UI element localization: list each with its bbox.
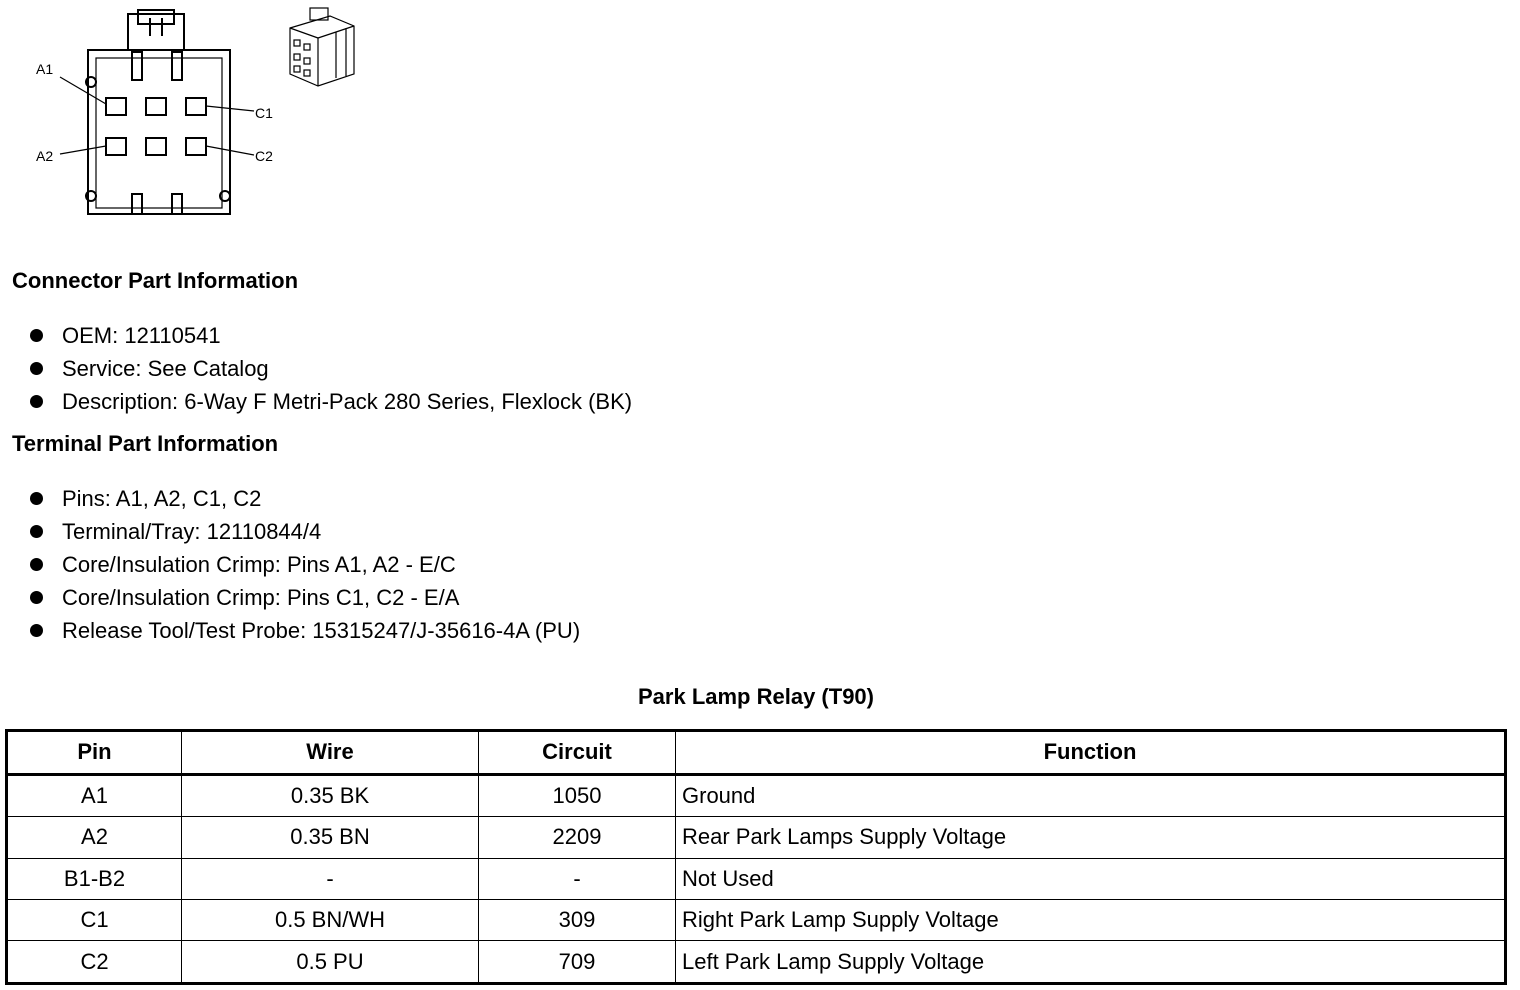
pinout-table	[5, 729, 1507, 985]
cell-pin: A1	[7, 774, 182, 817]
cell-function: Right Park Lamp Supply Voltage	[676, 899, 1506, 940]
pin-label-c2: C2	[255, 148, 273, 164]
table-header-row	[7, 731, 1506, 775]
header-pin: Pin	[7, 731, 182, 775]
cell-circuit: 709	[479, 941, 676, 984]
header-circuit: Circuit	[479, 731, 676, 775]
cell-pin: B1-B2	[7, 858, 182, 899]
cell-circuit: 309	[479, 899, 676, 940]
cell-wire: 0.35 BK	[182, 774, 479, 817]
terminal-section-title: Terminal Part Information	[12, 431, 279, 456]
table-row	[7, 858, 1506, 899]
bullet-icon	[30, 329, 43, 342]
cell-wire: -	[182, 858, 479, 899]
list-item: OEM: 12110541	[0, 319, 632, 352]
list-item: Terminal/Tray: 12110844/4	[0, 515, 580, 548]
cell-function: Left Park Lamp Supply Voltage	[676, 941, 1506, 984]
cell-function: Ground	[676, 774, 1506, 817]
bullet-icon	[30, 558, 43, 571]
list-item: Core/Insulation Crimp: Pins C1, C2 - E/A	[0, 581, 580, 614]
connector-section-title: Connector Part Information	[12, 268, 299, 293]
connector-diagram	[0, 0, 380, 230]
table-row	[7, 899, 1506, 940]
cell-pin: C1	[7, 899, 182, 940]
list-item: Pins: A1, A2, C1, C2	[0, 482, 580, 515]
table-row	[7, 774, 1506, 817]
table-row	[7, 941, 1506, 984]
bullet-icon	[30, 492, 43, 505]
cell-function: Not Used	[676, 858, 1506, 899]
pin-label-a2: A2	[36, 148, 54, 164]
table-row	[7, 817, 1506, 858]
list-item: Release Tool/Test Probe: 15315247/J-35616-4A (PU)	[0, 614, 580, 647]
header-function: Function	[676, 731, 1506, 775]
connector-info-list	[0, 319, 632, 418]
header-wire: Wire	[182, 731, 479, 775]
terminal-info-list	[0, 482, 580, 647]
cell-circuit: 2209	[479, 817, 676, 858]
pin-label-a1: A1	[36, 61, 54, 77]
list-item: Description: 6-Way F Metri-Pack 280 Series, Flexlock (BK)	[0, 385, 632, 418]
cell-function: Rear Park Lamps Supply Voltage	[676, 817, 1506, 858]
cell-wire: 0.5 PU	[182, 941, 479, 984]
bullet-icon	[30, 624, 43, 637]
cell-circuit: -	[479, 858, 676, 899]
cell-wire: 0.35 BN	[182, 817, 479, 858]
bullet-icon	[30, 591, 43, 604]
bullet-icon	[30, 395, 43, 408]
list-item: Service: See Catalog	[0, 352, 632, 385]
bullet-icon	[30, 362, 43, 375]
connector-isometric-icon	[290, 8, 354, 86]
cell-pin: A2	[7, 817, 182, 858]
table-title: Park Lamp Relay (T90)	[638, 684, 874, 709]
cell-circuit: 1050	[479, 774, 676, 817]
pin-label-c1: C1	[255, 105, 273, 121]
list-item: Core/Insulation Crimp: Pins A1, A2 - E/C	[0, 548, 580, 581]
bullet-icon	[30, 525, 43, 538]
cell-wire: 0.5 BN/WH	[182, 899, 479, 940]
cell-pin: C2	[7, 941, 182, 984]
